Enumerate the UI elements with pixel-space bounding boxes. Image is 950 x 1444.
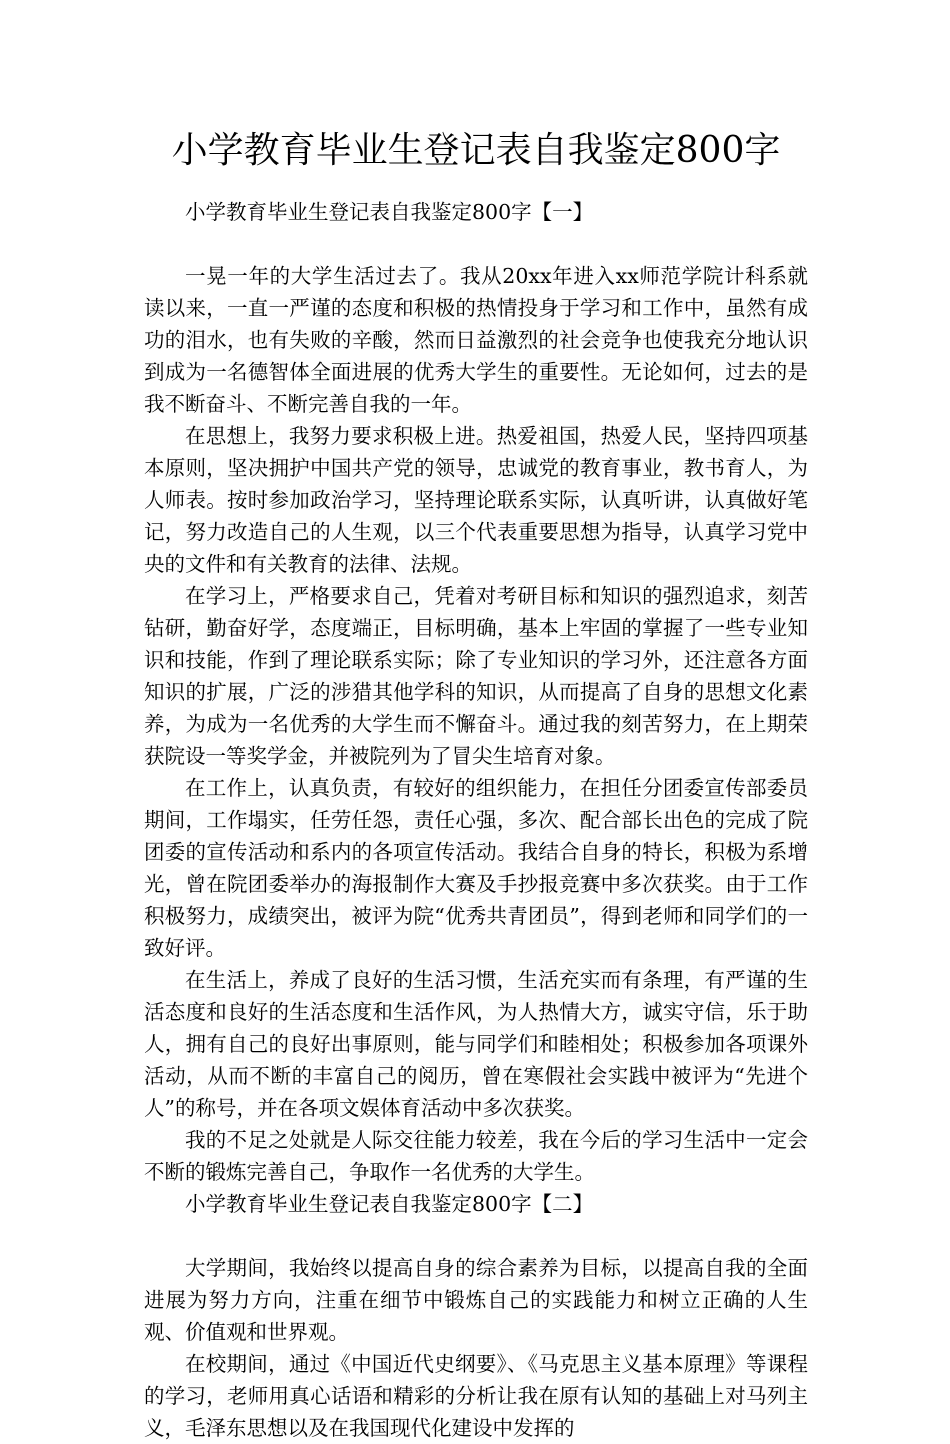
paragraph: 在校期间，通过《中国近代史纲要》、《马克思主义基本原理》等课程的学习，老师用真心话语和精彩的分析让我在原有认知的基础上对马列主义，毛泽东思想以及在我国现代化建设中发挥的	[144, 1352, 808, 1440]
section-heading-1: 小学教育毕业生登记表自我鉴定800字【一】	[185, 200, 594, 224]
paragraph: 一晃一年的大学生活过去了。我从20xx年进入xx师范学院计科系就读以来，一直一严谨的态度和积极的热情投身于学习和工作中，虽然有成功的泪水，也有失败的辛酸，然而日益激烈的社会竞争也使我充分地认识到成为一名德智体全面进展的优秀大学生的重要性。无论如何，过去的是我不断奋斗、不断完善自我的一年。	[144, 264, 808, 416]
section-heading-2: 小学教育毕业生登记表自我鉴定800字【二】	[185, 1192, 594, 1216]
document-page	[144, 0, 808, 1440]
document-body	[144, 196, 808, 1444]
document-title: 小学教育毕业生登记表自我鉴定800字	[171, 130, 781, 171]
paragraph: 我的不足之处就是人际交往能力较差，我在今后的学习生活中一定会不断的锻炼完善自己，争取作一名优秀的大学生。	[144, 1128, 808, 1184]
paragraph: 在工作上，认真负责，有较好的组织能力，在担任分团委宣传部委员期间，工作塌实，任劳任怨，责任心强，多次、配合部长出色的完成了院团委的宣传活动和系内的各项宣传活动。我结合自身的特长，积极为系增光，曾在院团委举办的海报制作大赛及手抄报竞赛中多次获奖。由于工作积极努力，成绩突出，被评为院“优秀共青团员”，得到老师和同学们的一致好评。	[144, 776, 808, 960]
paragraph: 在学习上，严格要求自己，凭着对考研目标和知识的强烈追求，刻苦钻研，勤奋好学，态度端正，目标明确，基本上牢固的掌握了一些专业知识和技能，作到了理论联系实际；除了专业知识的学习外，还注意各方面知识的扩展，广泛的涉猎其他学科的知识，从而提高了自身的思想文化素养，为成为一名优秀的大学生而不懈奋斗。通过我的刻苦努力，在上期荣获院设一等奖学金，并被院列为了冒尖生培育对象。	[144, 584, 808, 768]
paragraph: 大学期间，我始终以提高自身的综合素养为目标，以提高自我的全面进展为努力方向，注重在细节中锻炼自己的实践能力和树立正确的人生观、价值观和世界观。	[144, 1256, 808, 1344]
paragraph: 在思想上，我努力要求积极上进。热爱祖国，热爱人民，坚持四项基本原则，坚决拥护中国共产党的领导，忠诚党的教育事业，教书育人，为人师表。按时参加政治学习，坚持理论联系实际，认真听讲，认真做好笔记，努力改造自己的人生观，以三个代表重要思想为指导，认真学习党中央的文件和有关教育的法律、法规。	[144, 424, 808, 576]
paragraph: 在生活上，养成了良好的生活习惯，生活充实而有条理，有严谨的生活态度和良好的生活态度和生活作风，为人热情大方，诚实守信，乐于助人，拥有自己的良好出事原则，能与同学们和睦相处；积极参加各项课外活动，从而不断的丰富自己的阅历，曾在寒假社会实践中被评为“先进个人”的称号，并在各项文娱体育活动中多次获奖。	[144, 968, 808, 1120]
